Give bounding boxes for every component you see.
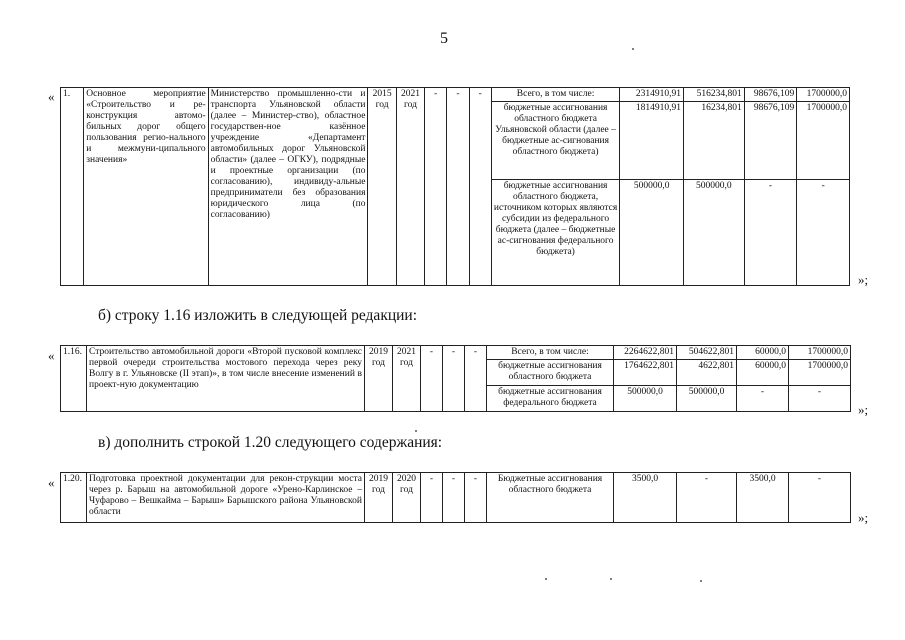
scan-speck xyxy=(545,578,547,580)
quote-open: « xyxy=(48,348,55,363)
value-cell: 500000,0 xyxy=(684,180,745,286)
value-cell: 98676,109 xyxy=(744,88,797,102)
row-number: 1.20. xyxy=(61,473,87,523)
scan-speck xyxy=(415,430,417,432)
value-cell: - xyxy=(789,386,851,412)
dash-cell: - xyxy=(421,473,443,523)
value-cell: - xyxy=(789,473,851,523)
start-year: 2015 год xyxy=(368,88,396,286)
dash-cell: - xyxy=(425,88,447,286)
dash-cell: - xyxy=(443,346,465,412)
value-cell: 1814910,91 xyxy=(620,102,684,180)
quote-open: « xyxy=(48,89,55,104)
dash-cell: - xyxy=(447,88,469,286)
table-row-1-16 xyxy=(60,345,851,412)
source-label: Всего, в том числе: xyxy=(487,346,614,360)
dash-cell: - xyxy=(465,473,487,523)
source-label: Бюджетные ассигнования областного бюджета xyxy=(487,473,614,523)
source-label: бюджетные ассигнования областного бюджета xyxy=(487,360,614,386)
value-cell: 16234,801 xyxy=(684,102,745,180)
quote-open: « xyxy=(48,475,55,490)
quote-close: »; xyxy=(858,402,869,417)
value-cell: 4622,801 xyxy=(677,360,737,386)
value-cell: 1700000,0 xyxy=(797,102,850,180)
dash-cell: - xyxy=(443,473,465,523)
value-cell: 1764622,801 xyxy=(614,360,677,386)
start-year: 2019 год xyxy=(365,473,393,523)
dash-cell: - xyxy=(465,346,487,412)
page-number: 5 xyxy=(440,30,448,47)
value-cell: 504622,801 xyxy=(677,346,737,360)
heading-c: в) дополнить строкой 1.20 следующего содержания: xyxy=(98,434,443,451)
end-year: 2020 год xyxy=(393,473,421,523)
table-row-1-20 xyxy=(60,472,851,523)
value-cell: 500000,0 xyxy=(677,386,737,412)
value-cell: 3500,0 xyxy=(737,473,789,523)
scan-speck xyxy=(700,580,702,582)
end-year: 2021 год xyxy=(396,88,424,286)
value-cell: 1700000,0 xyxy=(789,346,851,360)
row-number: 1. xyxy=(61,88,84,286)
value-cell: 60000,0 xyxy=(737,346,789,360)
value-cell: 500000,0 xyxy=(614,386,677,412)
value-cell: 1700000,0 xyxy=(789,360,851,386)
scan-speck xyxy=(610,578,612,580)
value-cell: - xyxy=(797,180,850,286)
value-cell: 500000,0 xyxy=(620,180,684,286)
row-number: 1.16. xyxy=(61,346,87,412)
value-cell: 516234,801 xyxy=(684,88,745,102)
source-label: бюджетные ассигнования федерального бюджета xyxy=(487,386,614,412)
scan-speck xyxy=(632,48,634,50)
value-cell: 1700000,0 xyxy=(797,88,850,102)
value-cell: 2264622,801 xyxy=(614,346,677,360)
source-label: Всего, в том числе: xyxy=(491,88,619,102)
dash-cell: - xyxy=(421,346,443,412)
value-cell: - xyxy=(744,180,797,286)
measure-name: Строительство автомобильной дороги «Второй пусковой комплекс первой очереди строительства мостового перехода через реку Волгу в г. Ульяновске (II этап)», в том числе внесение изменений в проект-ную документацию xyxy=(87,346,365,412)
source-label: бюджетные ассигнования областного бюджета, источником которых являются субсидии из федерального бюджета (далее – бюджетные ас-сигнования федерального бюджета) xyxy=(491,180,619,286)
value-cell: 3500,0 xyxy=(614,473,677,523)
measure-name: Основное мероприятие «Строительство и ре-конструкция автомо-бильных дорог общего пользования регио-нального и межмуни-ципального значения» xyxy=(84,88,208,286)
start-year: 2019 год xyxy=(365,346,393,412)
value-cell: 98676,109 xyxy=(744,102,797,180)
heading-b: б) строку 1.16 изложить в следующей редакции: xyxy=(98,307,418,324)
measure-name: Подготовка проектной документации для рекон-струкции моста через р. Барыш на автомобильной дороге «Урено-Карлинское – Чуфарово – Вешкайма – Барыш» Барышского района Ульяновской области xyxy=(87,473,365,523)
executor: Министерство промышленно-сти и транспорта Ульяновской области (далее – Министер-ство), областное государствен-ное казённое учреждение «Департамент автомобильных дорог Ульяновской области» (далее – ОГКУ), подрядные и проектные организации (по согласованию), индивиду-альные предприниматели без образования юридического лица (по согласованию) xyxy=(208,88,368,286)
source-label: бюджетные ассигнования областного бюджета Ульяновской области (далее – бюджетные ас-сигнования областного бюджета) xyxy=(491,102,619,180)
value-cell: - xyxy=(737,386,789,412)
value-cell: - xyxy=(677,473,737,523)
value-cell: 2314910,91 xyxy=(620,88,684,102)
value-cell: 60000,0 xyxy=(737,360,789,386)
quote-close: »; xyxy=(858,272,869,287)
quote-close: »; xyxy=(858,510,869,525)
table-row-1 xyxy=(60,87,850,286)
dash-cell: - xyxy=(469,88,491,286)
end-year: 2021 год xyxy=(393,346,421,412)
